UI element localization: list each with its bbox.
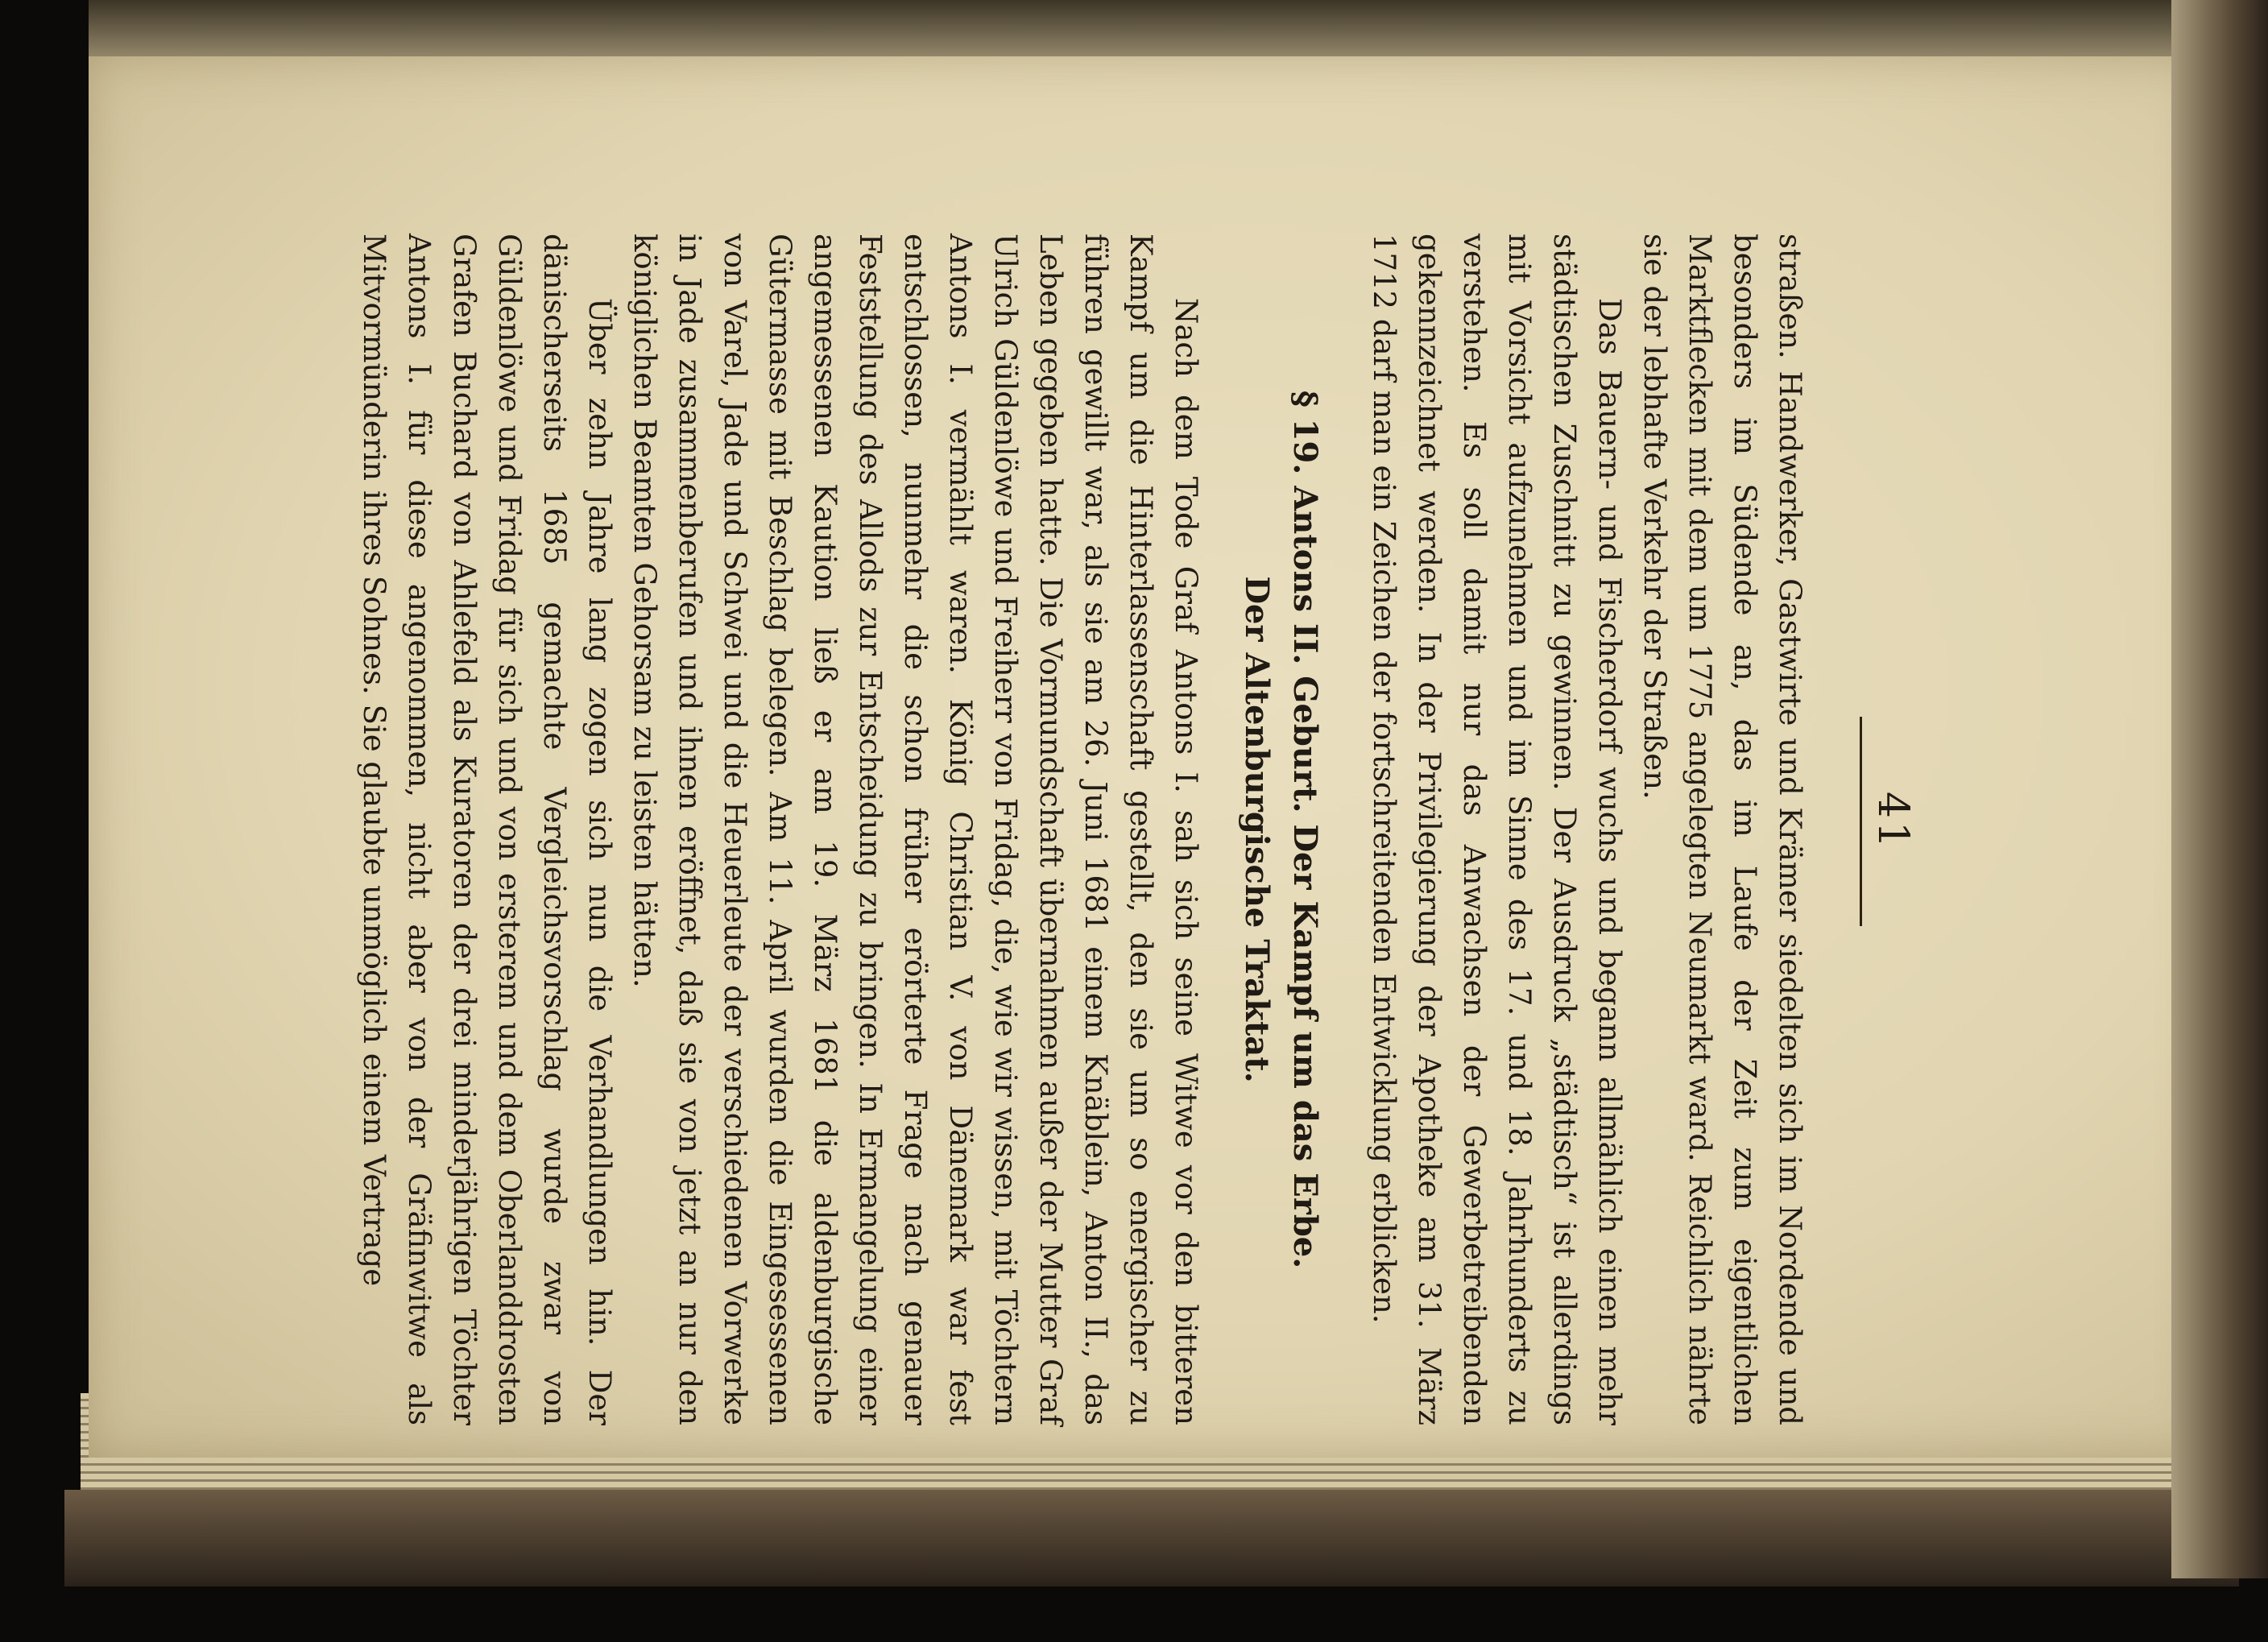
book-spine [2171,0,2268,1578]
section-heading [1232,234,1329,1425]
paragraph: Über zehn Jahre lang zogen sich nun die Verhandlungen hin. Der dänischerseits 1685 gemachte Vergleichsvorschlag wurde zwar von Güldenlöwe und Fridag für sich und von ersterem und dem Oberlanddrosten Grafen Buchard von Ahlefeld als Kuratoren der drei minderjährigen Töchter Antons I. für diese angenommen, nicht aber von der Gräfinwitwe als Mitvormünderin ihres Sohnes. Sie glaubte unmöglich einem Vertrage [357,234,617,1425]
book-cover [64,1490,2239,1586]
section-heading-subtitle: Der Altenburgische Traktat. [1238,576,1276,1083]
page-content [0,201,1949,1441]
paragraph: straßen. Handwerker, Gastwirte und Krämer siedelten sich im Nordende und besonders im Südende an, das im Laufe der Zeit zum eigentlichen Marktflecken mit dem um 1775 angelegten Neumarkt ward. Reichlich nährte sie der lebhafte Verkehr der Straßen. [1637,234,1807,1425]
section-heading-title: § 19. Antons II. Geburt. Der Kampf um das Erbe. [1286,390,1324,1269]
paragraph: Nach dem Tode Graf Antons I. sah sich seine Witwe vor den bitteren Kampf um die Hinterlassenschaft gestellt, den sie um so energischer zu führen gewillt war, als sie am 26. Juni 1681 einem Knäblein, Anton II., das Leben gegeben hatte. Die Vormundschaft übernahmen außer der Mutter Graf Ulrich Güldenlöwe und Freiherr von Fridag, die, wie wir wissen, mit Töchtern Antons I. vermählt waren. König Christian V. von Dänemark war fest entschlossen, nunmehr die schon früher erörterte Frage nach genauer Feststellung des Allods zur Entscheidung zu bringen. In Ermangelung einer angemessenen Kaution ließ er am 19. März 1681 die aldenburgische Gütermasse mit Beschlag belegen. Am 11. April wurden die Eingesessenen von Varel, Jade und Schwei und die Heuerleute der verschiedenen Vorwerke in Jade zusammenberufen und ihnen eröffnet, daß sie von jetzt an nur den königlichen Beamten Gehorsam zu leisten hätten. [627,234,1203,1425]
body-text [351,234,1812,1425]
page-number: 41 [1860,717,1917,926]
paragraph: Das Bauern- und Fischerdorf wuchs und begann allmählich einen mehr städtischen Zuschnitt zu gewinnen. Der Ausdruck „städtisch“ ist allerdings mit Vorsicht aufzunehmen und im Sinne des 17. und 18. Jahrhunderts zu verstehen. Es soll damit nur das Anwachsen der Gewerbetreibenden gekennzeichnet werden. In der Privilegierung der Apotheke am 31. März 1712 darf man ein Zeichen der fortschreitenden Entwicklung erblicken. [1367,234,1627,1425]
